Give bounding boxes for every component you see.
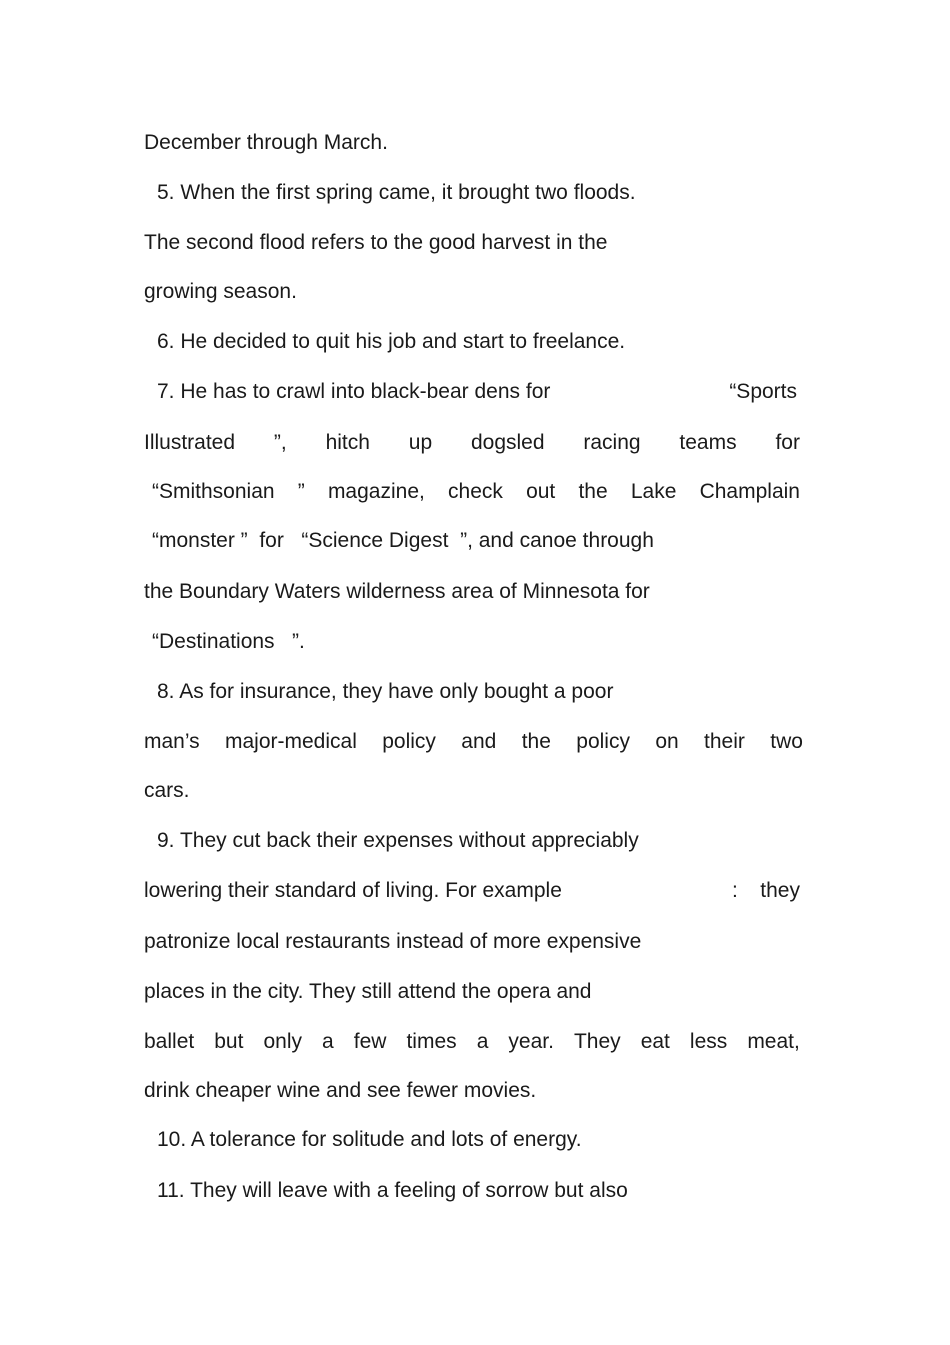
text-line: the Boundary Waters wilderness area of Minnesota for [144, 580, 650, 603]
answer-5: 5. When the first spring came, it brought two floods. [157, 181, 636, 204]
answer-11: 11. They will leave with a feeling of sorrow but also [157, 1179, 628, 1202]
word: policy [576, 730, 630, 753]
text-line: cars. [144, 779, 190, 802]
word: on [655, 730, 679, 753]
word: major-medical [225, 730, 357, 753]
text-segment: 7. He has to crawl into black-bear dens for [157, 380, 551, 403]
word: policy [382, 730, 436, 753]
text-line [144, 876, 800, 906]
word: ” [297, 480, 305, 503]
text-line [152, 477, 800, 507]
word: a [476, 1030, 489, 1053]
word: teams [679, 431, 737, 454]
word: eat [640, 1030, 670, 1053]
word: Champlain [699, 480, 800, 503]
word: few [353, 1030, 387, 1053]
word: times [406, 1030, 457, 1053]
word: two [770, 730, 803, 753]
word: magazine, [327, 480, 425, 503]
answer-7 [157, 377, 797, 407]
text-segment: they [760, 879, 800, 902]
word: Lake [630, 480, 677, 503]
word: only [263, 1030, 302, 1053]
word: for [775, 431, 800, 454]
word: dogsled [470, 431, 545, 454]
text-line [144, 727, 803, 757]
text-segment: “Sports [729, 380, 797, 403]
word: and [461, 730, 497, 753]
text-line: growing season. [144, 280, 297, 303]
text-line: places in the city. They still attend the opera and [144, 980, 592, 1003]
word: man’s [144, 730, 200, 753]
word: but [214, 1030, 244, 1053]
answer-9: 9. They cut back their expenses without appreciably [157, 829, 639, 852]
text-line: patronize local restaurants instead of more expensive [144, 930, 642, 953]
answer-6: 6. He decided to quit his job and start to freelance. [157, 330, 626, 353]
text-line: “monster ” for “Science Digest ”, and canoe through [152, 529, 654, 552]
word: the [521, 730, 551, 753]
word: year. [508, 1030, 554, 1053]
text-segment: : [732, 879, 738, 902]
word: meat, [747, 1030, 800, 1053]
word: hitch [325, 431, 370, 454]
text-line [144, 1027, 800, 1057]
word: ballet [144, 1030, 195, 1053]
word: a [322, 1030, 334, 1053]
text-segment: lowering their standard of living. For example [144, 879, 562, 902]
text-line: “Destinations ”. [152, 630, 305, 653]
word: up [408, 431, 433, 454]
word: the [578, 480, 608, 503]
word: racing [583, 431, 641, 454]
text-line: drink cheaper wine and see fewer movies. [144, 1079, 537, 1102]
word: their [704, 730, 745, 753]
answer-8: 8. As for insurance, they have only bought a poor [157, 680, 614, 703]
word: check [448, 480, 503, 503]
word: They [573, 1030, 621, 1053]
word: out [526, 480, 556, 503]
text-line: December through March. [144, 131, 388, 154]
word: ”, [273, 431, 287, 454]
word: “Smithsonian [152, 480, 275, 503]
answer-10: 10. A tolerance for solitude and lots of energy. [157, 1128, 582, 1151]
word: Illustrated [144, 431, 236, 454]
text-line: The second flood refers to the good harvest in the [144, 231, 608, 254]
text-line [144, 428, 800, 458]
word: less [689, 1030, 728, 1053]
